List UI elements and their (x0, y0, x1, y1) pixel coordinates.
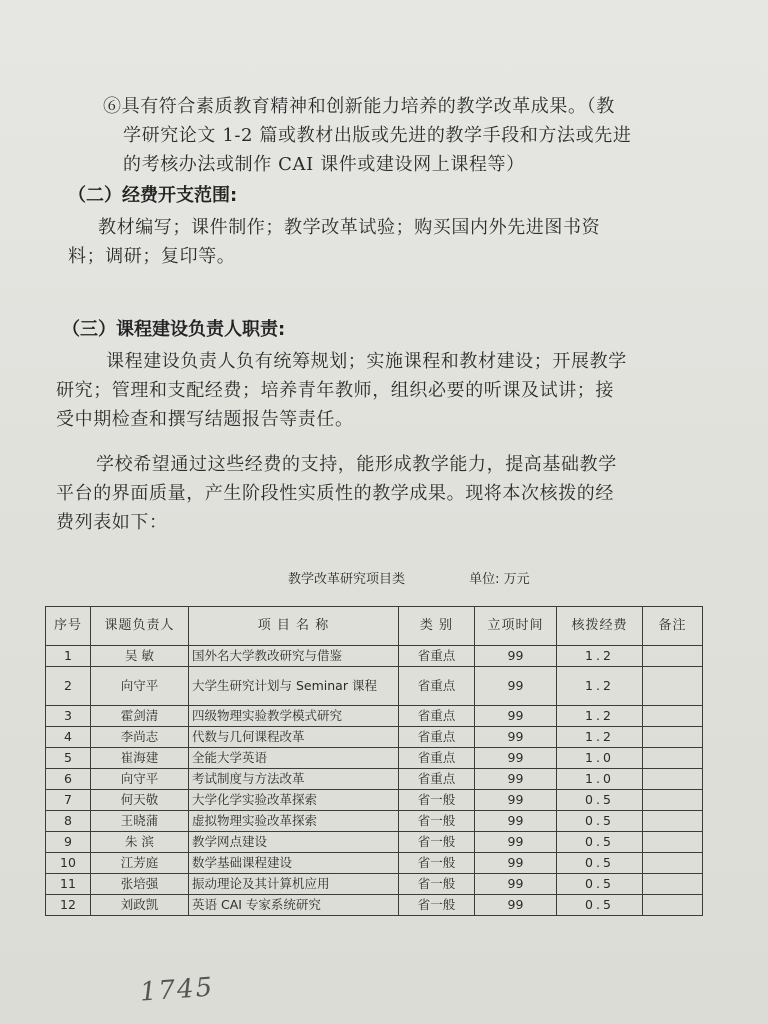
cell-time: 99 (475, 769, 557, 790)
cell-time: 99 (475, 853, 557, 874)
cell-fund: 0.5 (557, 832, 643, 853)
header-leader: 课题负责人 (91, 607, 189, 646)
projects-table (45, 606, 703, 916)
table-unit: 单位: 万元 (469, 572, 530, 587)
section-3-line-2: 研究；管理和支配经费；培养青年教师，组织必要的听课及试讲；接 (56, 380, 614, 401)
cell-name: 全能大学英语 (189, 748, 399, 769)
cell-fund: 0.5 (557, 853, 643, 874)
cell-no: 8 (46, 811, 91, 832)
cell-leader: 朱 滨 (91, 832, 189, 853)
cell-fund: 0.5 (557, 874, 643, 895)
section-3-line-1: 课程建设负责人负有统筹规划；实施课程和教材建设；开展教学 (106, 351, 627, 372)
cell-no: 6 (46, 769, 91, 790)
cell-time: 99 (475, 895, 557, 916)
table-caption (288, 568, 530, 587)
cell-name: 教学网点建设 (189, 832, 399, 853)
header-fund: 核拨经费 (557, 607, 643, 646)
cell-note (643, 748, 703, 769)
item-6-line-3: 的考核办法或制作 CAI 课件或建设网上课程等） (123, 154, 525, 175)
closing-line-1: 学校希望通过这些经费的支持，能形成教学能力，提高基础教学 (96, 454, 617, 475)
cell-fund: 1.2 (557, 727, 643, 748)
cell-type: 省一般 (399, 811, 475, 832)
cell-time: 99 (475, 646, 557, 667)
table-row (46, 832, 703, 853)
cell-leader: 何天敬 (91, 790, 189, 811)
item-6-line-2: 学研究论文 1-2 篇或教材出版或先进的教学手段和方法或先进 (123, 125, 632, 146)
table-row (46, 727, 703, 748)
table-row (46, 667, 703, 706)
cell-leader: 王晓蒲 (91, 811, 189, 832)
cell-note (643, 667, 703, 706)
cell-time: 99 (475, 748, 557, 769)
table-row (46, 769, 703, 790)
cell-type: 省一般 (399, 790, 475, 811)
handwritten-page-number: 1745 (139, 972, 216, 1008)
closing-line-2: 平台的界面质量，产生阶段性实质性的教学成果。现将本次核拨的经 (56, 483, 614, 504)
cell-no: 4 (46, 727, 91, 748)
cell-type: 省重点 (399, 706, 475, 727)
cell-fund: 1.0 (557, 769, 643, 790)
table-row (46, 748, 703, 769)
cell-fund: 0.5 (557, 895, 643, 916)
cell-leader: 崔海建 (91, 748, 189, 769)
cell-type: 省重点 (399, 748, 475, 769)
table-row (46, 895, 703, 916)
section-2-body (68, 213, 600, 271)
section-2-line-1: 教材编写；课件制作；教学改革试验；购买国内外先进图书资 (98, 217, 601, 238)
cell-type: 省一般 (399, 874, 475, 895)
cell-note (643, 895, 703, 916)
cell-time: 99 (475, 874, 557, 895)
cell-time: 99 (475, 727, 557, 748)
cell-name: 虚拟物理实验改革探索 (189, 811, 399, 832)
section-2-heading: （二）经费开支范围: (68, 185, 238, 206)
cell-no: 2 (46, 667, 91, 706)
cell-leader: 李尚志 (91, 727, 189, 748)
cell-time: 99 (475, 790, 557, 811)
cell-time: 99 (475, 811, 557, 832)
cell-type: 省重点 (399, 667, 475, 706)
cell-time: 99 (475, 706, 557, 727)
cell-no: 7 (46, 790, 91, 811)
header-no: 序号 (46, 607, 91, 646)
cell-fund: 0.5 (557, 790, 643, 811)
cell-name: 国外名大学教改研究与借鉴 (189, 646, 399, 667)
header-note: 备注 (643, 607, 703, 646)
cell-type: 省重点 (399, 646, 475, 667)
section-3-heading: （三）课程建设负责人职责: (62, 319, 286, 340)
cell-name: 四级物理实验教学模式研究 (189, 706, 399, 727)
cell-no: 1 (46, 646, 91, 667)
cell-no: 12 (46, 895, 91, 916)
item-6-paragraph (103, 92, 631, 179)
header-name: 项 目 名 称 (189, 607, 399, 646)
cell-note (643, 811, 703, 832)
table-row (46, 874, 703, 895)
cell-leader: 向守平 (91, 769, 189, 790)
cell-note (643, 853, 703, 874)
cell-leader: 向守平 (91, 667, 189, 706)
cell-type: 省重点 (399, 769, 475, 790)
cell-leader: 霍剑清 (91, 706, 189, 727)
cell-fund: 1.2 (557, 646, 643, 667)
cell-leader: 张培强 (91, 874, 189, 895)
table-title: 教学改革研究项目类 (288, 572, 406, 587)
cell-fund: 1.2 (557, 667, 643, 706)
cell-note (643, 832, 703, 853)
table-row (46, 811, 703, 832)
cell-note (643, 874, 703, 895)
section-3-body (56, 347, 627, 434)
cell-time: 99 (475, 667, 557, 706)
cell-name: 大学化学实验改革探索 (189, 790, 399, 811)
cell-fund: 0.5 (557, 811, 643, 832)
header-time: 立项时间 (475, 607, 557, 646)
cell-name: 考试制度与方法改革 (189, 769, 399, 790)
cell-no: 9 (46, 832, 91, 853)
table-row (46, 706, 703, 727)
table-row (46, 646, 703, 667)
section-2-line-2: 料；调研；复印等。 (68, 246, 236, 267)
cell-name: 大学生研究计划与 Seminar 课程 (189, 667, 399, 706)
closing-line-3: 费列表如下： (56, 512, 168, 533)
cell-type: 省一般 (399, 832, 475, 853)
cell-note (643, 790, 703, 811)
cell-note (643, 706, 703, 727)
cell-note (643, 646, 703, 667)
item-6-line-1: ⑥具有符合素质教育精神和创新能力培养的教学改革成果。（教 (103, 96, 615, 117)
table-header-row (46, 607, 703, 646)
cell-time: 99 (475, 832, 557, 853)
closing-paragraph (56, 450, 617, 537)
table-row (46, 790, 703, 811)
cell-leader: 江芳庭 (91, 853, 189, 874)
cell-no: 3 (46, 706, 91, 727)
cell-leader: 吴 敏 (91, 646, 189, 667)
cell-type: 省一般 (399, 895, 475, 916)
cell-fund: 1.0 (557, 748, 643, 769)
cell-note (643, 727, 703, 748)
cell-fund: 1.2 (557, 706, 643, 727)
cell-no: 5 (46, 748, 91, 769)
table-row (46, 853, 703, 874)
cell-no: 11 (46, 874, 91, 895)
cell-no: 10 (46, 853, 91, 874)
cell-type: 省一般 (399, 853, 475, 874)
cell-type: 省重点 (399, 727, 475, 748)
cell-name: 数学基础课程建设 (189, 853, 399, 874)
section-3-line-3: 受中期检查和撰写结题报告等责任。 (56, 409, 354, 430)
cell-name: 英语 CAI 专家系统研究 (189, 895, 399, 916)
header-type: 类 别 (399, 607, 475, 646)
cell-name: 代数与几何课程改革 (189, 727, 399, 748)
cell-leader: 刘政凯 (91, 895, 189, 916)
cell-note (643, 769, 703, 790)
cell-name: 振动理论及其计算机应用 (189, 874, 399, 895)
